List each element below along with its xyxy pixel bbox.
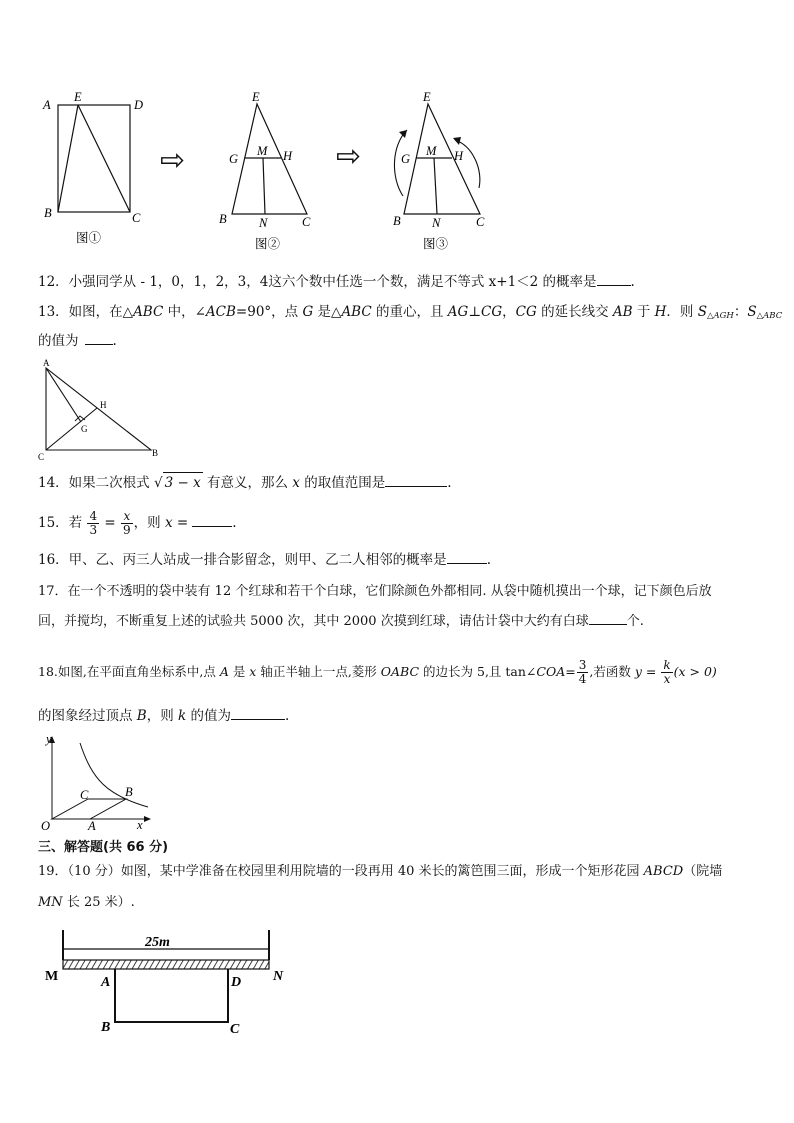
q13-text: 13．如图，在△: [38, 304, 134, 320]
frac-den: 3: [89, 523, 98, 537]
fig1-caption: 图①: [76, 231, 102, 245]
q19-label-length: 25m: [145, 935, 170, 950]
fig1-label-A: A: [43, 98, 51, 112]
q18-fraction-kx: [661, 659, 672, 686]
q19-text: （院墙: [683, 864, 723, 879]
frac-num: x: [121, 510, 133, 524]
q14-answer-blank[interactable]: [385, 474, 447, 487]
fig3-label-G: G: [401, 152, 411, 166]
frac-den: 9: [123, 523, 131, 537]
q19-text: 19．（10 分）如图，某中学准备在校园里利用院墙的一段再用 40 米长的篱笆围三面，形成一个矩形花园: [38, 864, 644, 879]
q13-var: CG: [515, 304, 537, 320]
fig2-label-C: C: [302, 215, 311, 229]
q18-fraction: [577, 659, 589, 686]
q13-label-C: C: [38, 452, 45, 462]
q16-tail: .: [486, 552, 491, 568]
q18-label-O: O: [41, 819, 51, 833]
figure-q18: [36, 733, 156, 833]
question-19-line2: [38, 893, 135, 913]
q18-answer-blank[interactable]: [231, 707, 285, 720]
q13-text: ⊥: [468, 304, 482, 320]
fig2-label-E: E: [252, 90, 260, 104]
q19-label-C: C: [230, 1022, 240, 1034]
q18-var: A: [219, 664, 229, 679]
q19-label-A: A: [101, 975, 111, 990]
arrow-right-icon: ⇨: [336, 139, 362, 174]
q14-var: x: [292, 475, 300, 491]
fig3-label-N: N: [432, 216, 441, 230]
q13-var: S: [747, 304, 757, 320]
frac-den: x: [663, 672, 671, 686]
fig3-label-H: H: [454, 149, 464, 163]
fig3-triangle: [404, 104, 480, 214]
question-14: [38, 472, 452, 493]
question-13-line2: [38, 331, 117, 351]
q13-line-CH: [46, 408, 97, 450]
question-15: [38, 510, 237, 537]
question-19: [38, 862, 722, 882]
fig3-label-E: E: [423, 90, 431, 104]
q12-text: 12．小强同学从 - 1，0，1，2，3，4这六个数中任选一个数，满足不等式 x+1＜2 的概率是: [38, 274, 597, 290]
q15-fraction-left: [87, 510, 99, 537]
fig2-line-MN: [263, 158, 265, 214]
q18-text: =: [565, 664, 576, 679]
q13-tail: .: [112, 333, 117, 349]
q18-text: 是: [228, 664, 250, 679]
q13-text: 的值为: [38, 333, 79, 349]
fig3-caption: 图③: [423, 237, 449, 251]
q13-var: H: [654, 304, 667, 320]
question-18: [38, 659, 717, 686]
q13-text: ，: [502, 304, 516, 320]
fig2-caption: 图②: [255, 237, 281, 251]
fig1-rectangle: [58, 105, 130, 212]
figure-3: [383, 88, 498, 256]
q14-text: 的取值范围是: [299, 475, 386, 491]
fig3-arrowhead-right: [453, 137, 461, 145]
question-16: [38, 550, 491, 570]
q15-text: =: [172, 515, 189, 531]
q16-text: 16．甲、乙、丙三人站成一排合影留念，则甲、乙二人相邻的概率是: [38, 552, 447, 568]
fig3-label-B: B: [393, 214, 401, 228]
q14-text: 有意义，那么: [202, 475, 293, 491]
frac-num: k: [663, 658, 671, 672]
fig2-label-B: B: [219, 212, 227, 226]
q13-text: ：: [733, 304, 748, 320]
q13-text: 于: [632, 304, 655, 320]
q19-label-B: B: [101, 1020, 111, 1034]
q15-text: ，则: [133, 515, 165, 531]
q15-fraction-right: [121, 510, 133, 537]
question-13: [38, 302, 782, 326]
fig3-line-MN: [434, 158, 437, 214]
fig2-label-N: N: [259, 216, 268, 230]
q19-wall-MN: [63, 960, 269, 969]
fig1-label-C: C: [132, 211, 141, 225]
q13-subscript: △ABC: [756, 311, 783, 321]
q18-label-A: A: [88, 819, 96, 833]
q13-text: 中，∠: [163, 304, 206, 320]
q17-tail: 个.: [626, 614, 644, 629]
fig1-label-D: D: [134, 98, 144, 112]
sqrt-sign: √: [153, 475, 163, 491]
fig1-line-EB: [58, 105, 78, 212]
question-17-line2: [38, 612, 644, 632]
fig1-line-EC: [78, 105, 130, 212]
frac-num: 4: [89, 509, 98, 523]
fig2-label-M: M: [257, 144, 268, 158]
q14-tail: .: [447, 475, 452, 491]
q16-answer-blank[interactable]: [447, 551, 487, 564]
q18-label-x: x: [137, 818, 143, 832]
q19-label-N: N: [273, 969, 284, 984]
q15-answer-blank[interactable]: [192, 514, 232, 527]
q18-text: 的图象经过顶点: [38, 708, 137, 724]
q13-line-AG: [46, 368, 81, 422]
q18-var: OABC: [380, 664, 420, 679]
q19-text: 长 25 米）.: [62, 895, 135, 910]
q18-rhombus: [52, 799, 126, 819]
q18-text: 的边长为 5,且 tan∠: [419, 664, 537, 679]
q13-answer-blank[interactable]: [85, 332, 113, 345]
frac-den: 4: [578, 672, 587, 686]
q13-var: ABC: [133, 304, 164, 320]
q18-tail: .: [285, 708, 290, 724]
q15-tail: .: [232, 515, 237, 531]
q18-label-C: C: [80, 788, 89, 802]
q15-text: =: [100, 515, 121, 531]
q13-label-G: G: [81, 424, 88, 434]
question-18-line2: [38, 706, 289, 726]
fig2-label-G: G: [229, 152, 239, 166]
q13-label-B: B: [152, 448, 159, 458]
question-17-line1: [38, 582, 712, 602]
q18-var: x: [249, 664, 257, 679]
q18-text: =: [641, 664, 661, 679]
q13-label-A: A: [43, 358, 50, 368]
q18-hyperbola: [80, 743, 148, 807]
q13-var: G: [302, 304, 314, 320]
q13-text: 是△: [313, 304, 342, 320]
q13-var: CG: [481, 304, 503, 320]
q13-text: 的重心，且: [371, 304, 448, 320]
q13-text: 的延长线交: [536, 304, 613, 320]
q18-label-B: B: [125, 785, 133, 799]
q12-tail: .: [630, 274, 635, 290]
fig2-triangle: [232, 104, 307, 214]
q18-text: 的值为: [186, 708, 231, 724]
question-12: [38, 272, 635, 292]
q18-text: 18.如图,在平面直角坐标系中,点: [38, 664, 220, 679]
q18-text: ，则: [146, 708, 179, 724]
q18-var: y: [634, 664, 642, 679]
q18-text: ,若函数: [589, 664, 635, 679]
q19-var: MN: [38, 895, 63, 910]
fig3-label-M: M: [426, 144, 437, 158]
q19-var: ABCD: [643, 864, 684, 879]
fig3-arrowhead-left: [399, 130, 407, 138]
q19-fence-ABCD: [115, 969, 228, 1022]
figure-q13: [34, 358, 164, 464]
q17-text: 回，并搅均，不断重复上述的试验共 5000 次，其中 2000 次摸到红球，请估计袋中大约有白球: [38, 614, 589, 629]
q18-var: COA: [536, 664, 566, 679]
q13-var: ABC: [341, 304, 372, 320]
q18-condition: (x > 0): [673, 664, 717, 679]
q18-x-arrow: [144, 816, 151, 822]
frac-num: 3: [578, 658, 587, 672]
fig2-label-H: H: [283, 149, 293, 163]
q18-var: B: [136, 708, 147, 724]
q18-label-y: y: [46, 733, 52, 746]
q19-label-D: D: [231, 975, 242, 990]
q18-var: k: [178, 708, 187, 724]
figure-1: [36, 92, 146, 252]
q17-answer-blank[interactable]: [589, 612, 627, 625]
q13-var: AG: [447, 304, 469, 320]
q13-var: AB: [612, 304, 633, 320]
arrow-right-icon: ⇨: [160, 143, 186, 178]
q13-text: =90°，点: [235, 304, 303, 320]
fig3-rotate-arrow-right: [455, 140, 480, 188]
fig1-label-E: E: [74, 92, 82, 104]
q13-var: S: [697, 304, 707, 320]
q13-label-H: H: [100, 400, 107, 410]
q14-radicand: 3 − x: [163, 472, 203, 493]
q19-label-M: M: [45, 969, 59, 984]
q17-text: 17．在一个不透明的袋中装有 12 个红球和若干个白球，它们除颜色外都相同. 从袋中随机摸出一个球，记下颜色后放: [38, 584, 712, 599]
q12-answer-blank[interactable]: [597, 273, 631, 286]
figure-2: [215, 88, 325, 256]
q13-text: ．则: [666, 304, 698, 320]
q14-text: 14．如果二次根式: [38, 475, 154, 491]
figure-q19: [42, 924, 292, 1034]
q15-var: x: [164, 515, 173, 531]
section-heading: 三、解答题(共 66 分): [38, 840, 169, 855]
fig1-label-B: B: [44, 206, 52, 220]
q13-subscript: △AGH: [706, 311, 734, 321]
q15-text: 15．若: [38, 515, 87, 531]
q13-var: ACB: [205, 304, 236, 320]
q18-text: 轴正半轴上一点,菱形: [256, 664, 381, 679]
fig3-label-C: C: [476, 215, 485, 229]
